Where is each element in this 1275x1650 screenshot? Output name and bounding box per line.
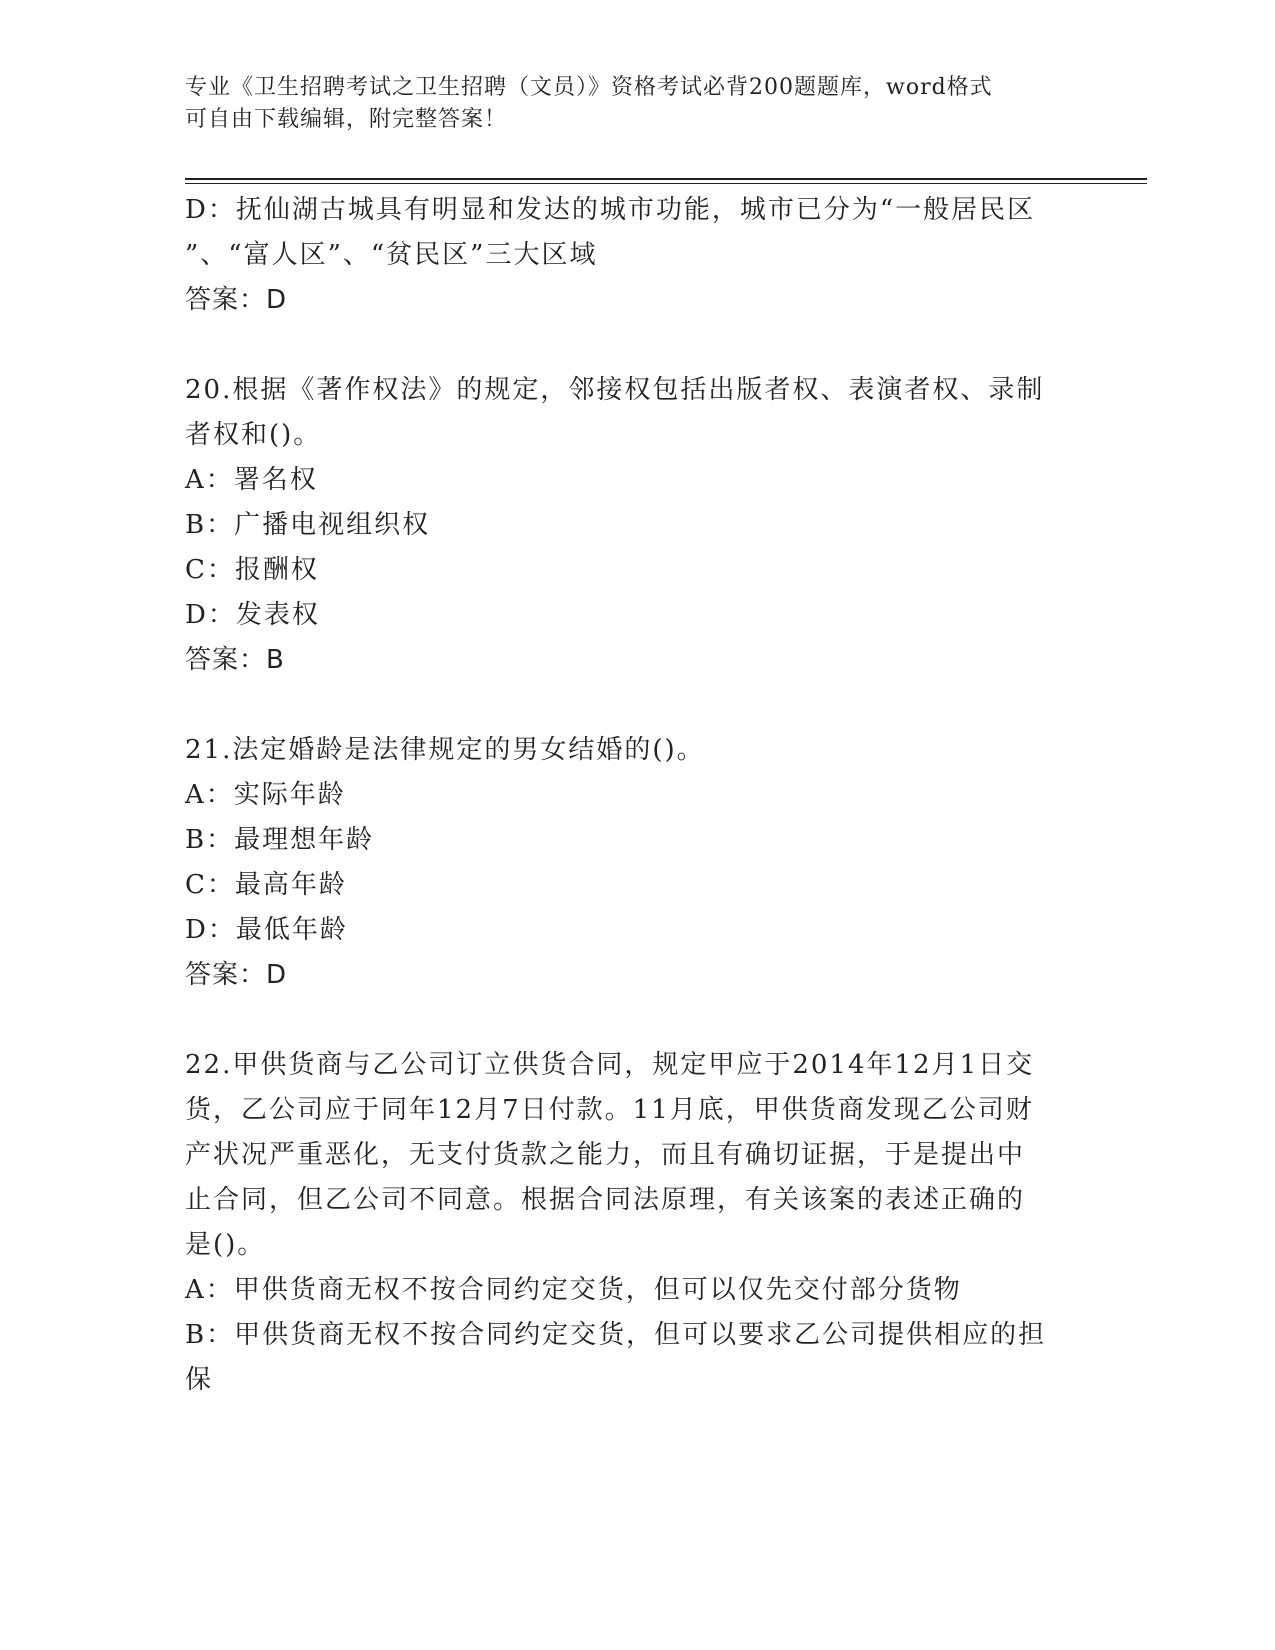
question-stem-line: 者权和()。 xyxy=(185,420,322,450)
option-d: D：最低年龄 xyxy=(185,915,348,945)
question-stem-line: 是()。 xyxy=(185,1230,266,1260)
answer-line: 答案：D xyxy=(185,960,288,990)
document-body xyxy=(185,188,1075,1403)
option-line: D：抚仙湖古城具有明显和发达的城市功能，城市已分为“一般居民区 xyxy=(185,195,1036,225)
option-c: C：最高年龄 xyxy=(185,870,347,900)
question-stem-line: 产状况严重恶化，无支付货款之能力，而且有确切证据，于是提出中 xyxy=(185,1140,1026,1170)
question-stem-line: 货，乙公司应于同年12月7日付款。11月底，甲供货商发现乙公司财 xyxy=(185,1095,1034,1125)
option-b: B：甲供货商无权不按合同约定交货，但可以要求乙公司提供相应的担 xyxy=(185,1320,1047,1350)
option-c: C：报酬权 xyxy=(185,555,319,585)
answer-line: 答案：D xyxy=(185,285,288,315)
question-stem-line: 止合同，但乙公司不同意。根据合同法原理，有关该案的表述正确的 xyxy=(185,1185,1026,1215)
question-stem-line: 21.法定婚龄是法律规定的男女结婚的()。 xyxy=(185,735,705,765)
answer-line: 答案：B xyxy=(185,645,285,675)
option-b: B：广播电视组织权 xyxy=(185,510,431,540)
option-a: A：实际年龄 xyxy=(185,780,346,810)
option-d: D：发表权 xyxy=(185,600,320,630)
option-b: B：最理想年龄 xyxy=(185,825,375,855)
document-header xyxy=(185,72,1065,136)
option-b-continued: 保 xyxy=(185,1365,214,1395)
option-line: ”、“富人区”、“贫民区”三大区域 xyxy=(185,240,598,270)
option-a: A：甲供货商无权不按合同约定交货，但可以仅先交付部分货物 xyxy=(185,1275,962,1305)
previous-question-tail xyxy=(185,188,1075,323)
question-21 xyxy=(185,728,1075,998)
question-stem-line: 20.根据《著作权法》的规定，邻接权包括出版者权、表演者权、录制 xyxy=(185,375,1045,405)
header-divider-thin xyxy=(185,183,1147,184)
question-22 xyxy=(185,1043,1075,1403)
question-stem-line: 22.甲供货商与乙公司订立供货合同，规定甲应于2014年12月1日交 xyxy=(185,1050,1035,1080)
question-20 xyxy=(185,368,1075,683)
header-divider-thick xyxy=(185,178,1147,180)
header-line-1: 专业《卫生招聘考试之卫生招聘（文员）》资格考试必背200题题库，word格式 xyxy=(185,75,993,100)
option-a: A：署名权 xyxy=(185,465,318,495)
header-line-2: 可自由下载编辑，附完整答案！ xyxy=(185,107,508,132)
